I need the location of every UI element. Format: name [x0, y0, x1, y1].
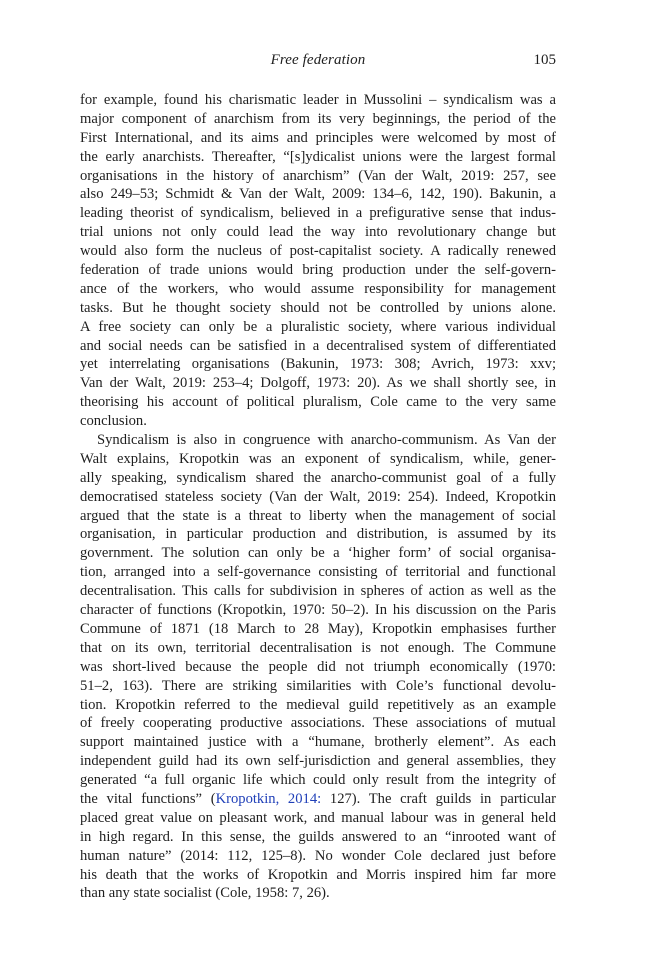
text-line — [80, 790, 556, 809]
text-line: that on its own, territorial decentralisation is not enough. The Commune — [80, 639, 556, 656]
running-head — [80, 52, 556, 76]
running-title: Free federation — [270, 52, 366, 68]
text-line: organisations in the history of anarchism” (Van der Walt, 2019: 257, see — [80, 167, 556, 184]
text-line: than any state socialist (Cole, 1958: 7, 26). — [80, 885, 330, 902]
text-line: tion. Kropotkin referred to the medieval guild repetitively as an example — [80, 696, 556, 713]
text-line: trial unions not only could lead the way into revolutionary change but — [80, 224, 556, 241]
text-line: tion, arranged into a self-governance consisting of territorial and functional — [80, 564, 556, 581]
text-line: Walt explains, Kropotkin was an exponent of syndicalism, while, gener- — [80, 450, 556, 467]
text-line: also 249–53; Schmidt & Van der Walt, 2009: 134–6, 142, 190). Bakunin, a — [80, 186, 556, 203]
text-line: the early anarchists. Thereafter, “[s]ydicalist unions were the largest formal — [80, 148, 556, 165]
text-line: character of functions (Kropotkin, 1970: 50–2). In his discussion on the Paris — [80, 602, 556, 619]
text-line: in high regard. In this sense, the guilds answered to an “inrooted want of — [80, 828, 556, 845]
text-line: tasks. But he thought society should not be controlled by unions alone. — [80, 299, 556, 316]
text-fragment: 127). The craft guilds in particular — [321, 790, 556, 807]
text-line: major component of anarchism from its very beginnings, the period of the — [80, 110, 556, 127]
text-line: Commune of 1871 (18 March to 28 May), Kropotkin emphasises further — [80, 620, 556, 637]
text-line: 51–2, 163). There are striking similarities with Cole’s functional devolu- — [80, 677, 556, 694]
text-fragment: the vital functions” ( — [80, 790, 216, 807]
page-number: 105 — [533, 52, 556, 68]
text-line: yet interrelating organisations (Bakunin, 1973: 308; Avrich, 1973: xxv; — [80, 356, 556, 373]
text-line: human nature” (2014: 112, 125–8). No wonder Cole declared just before — [80, 847, 556, 864]
body-text — [80, 91, 556, 903]
text-line: argued that the state is a threat to liberty when the management of social — [80, 507, 556, 524]
text-line: independent guild had its own self-jurisdiction and general assemblies, they — [80, 753, 556, 770]
text-line: his death that the works of Kropotkin and Morris inspired him far more — [80, 866, 556, 883]
text-line: and social needs can be satisfied in a decentralised system of differentiated — [80, 337, 556, 354]
text-line: federation of trade unions would bring production under the self-govern- — [80, 262, 556, 279]
text-line: generated “a full organic life which could only result from the integrity of — [80, 772, 556, 789]
text-line: of freely cooperating productive associations. These associations of mutual — [80, 715, 556, 732]
text-line: leading theorist of syndicalism, believed in a prefigurative sense that indus- — [80, 205, 556, 222]
text-line: conclusion. — [80, 413, 147, 430]
text-line: placed great value on pleasant work, and manual labour was in general held — [80, 809, 556, 826]
text-line: ance of the workers, who would assume responsibility for management — [80, 280, 556, 297]
text-line: democratised stateless society (Van der Walt, 2019: 254). Indeed, Kropotkin — [80, 488, 556, 505]
text-line: support maintained justice with a “humane, brotherly element”. As each — [80, 734, 556, 751]
citation-link[interactable]: Kropotkin, 2014: — [215, 790, 322, 807]
text-line: was short-lived because the people did not triumph economically (1970: — [80, 658, 556, 675]
text-line: A free society can only be a pluralistic society, where various individual — [80, 318, 556, 335]
text-line: First International, and its aims and principles were welcomed by most of — [80, 129, 556, 146]
text-line: ally speaking, syndicalism shared the anarcho-communist goal of a fully — [80, 469, 556, 486]
text-line: government. The solution can only be a ‘higher form’ of social organisa- — [80, 545, 556, 562]
text-line: theorising his account of political pluralism, Cole came to the very same — [80, 394, 556, 411]
text-line: Van der Walt, 2019: 253–4; Dolgoff, 1973: 20). As we shall shortly see, in — [80, 375, 556, 392]
text-line: organisation, in particular production and distribution, is assumed by its — [80, 526, 556, 543]
paragraph — [80, 91, 556, 431]
text-line: Syndicalism is also in congruence with anarcho-communism. As Van der — [97, 432, 556, 449]
paragraph — [80, 431, 556, 903]
text-line: would also form the nucleus of post-capitalist society. A radically renewed — [80, 243, 556, 260]
text-line: decentralisation. This calls for subdivision in spheres of action as well as the — [80, 583, 556, 600]
text-line: for example, found his charismatic leader in Mussolini – syndicalism was a — [80, 92, 556, 108]
